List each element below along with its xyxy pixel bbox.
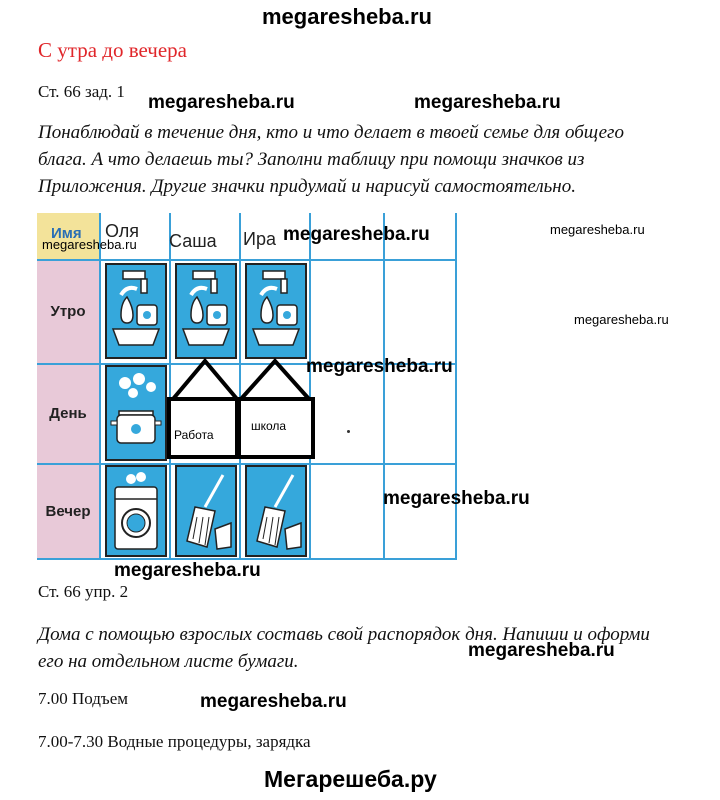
task1-text-line: Приложения. Другие значки придумай и нарисуй самостоятельно. xyxy=(38,176,576,197)
name-ira: Ира xyxy=(243,229,276,249)
watermark-inline: megaresheba.ru xyxy=(200,691,347,712)
schedule-item: 7.00-7.30 Водные процедуры, зарядка xyxy=(38,732,311,751)
house-school-icon xyxy=(237,353,317,461)
watermark-bottom: Мегарешеба.ру xyxy=(264,766,437,792)
watermark-inline: megaresheba.ru xyxy=(306,356,453,377)
name-sasha: Саша xyxy=(169,231,217,251)
watermark-inline: megaresheba.ru xyxy=(574,312,669,327)
house-label-work: Работа xyxy=(174,428,214,442)
watermark-inline: megaresheba.ru xyxy=(550,222,645,237)
broom-icon xyxy=(175,465,237,557)
task1-text-line: Понаблюдай в течение дня, кто и что делает в твоей семье для общего xyxy=(38,122,624,143)
washing-icon xyxy=(105,263,167,359)
washing-machine-icon xyxy=(105,465,167,557)
task2-text-line: его на отдельном листе бумаги. xyxy=(38,651,299,672)
task2-ref: Ст. 66 упр. 2 xyxy=(38,582,129,601)
watermark-inline: megaresheba.ru xyxy=(468,640,615,661)
watermark-top: megaresheba.ru xyxy=(262,4,432,29)
header-label: Имя xyxy=(51,225,82,242)
watermark-inline: megaresheba.ru xyxy=(383,488,530,509)
watermark-inline: megaresheba.ru xyxy=(42,237,137,252)
task1-ref: Ст. 66 зад. 1 xyxy=(38,82,125,101)
row-label-day: День xyxy=(49,404,87,422)
row-label-evening: Вечер xyxy=(45,502,91,520)
page-title: С утра до вечера xyxy=(38,38,187,62)
watermark-inline: megaresheba.ru xyxy=(148,92,295,113)
watermark-inline: megaresheba.ru xyxy=(114,560,261,581)
house-label-school: школа xyxy=(251,419,287,433)
task1-text-line: блага. А что делаешь ты? Заполни таблицу при помощи значков из xyxy=(38,149,585,170)
watermark-inline: megaresheba.ru xyxy=(283,224,430,245)
washing-icon xyxy=(245,263,307,359)
cooking-icon xyxy=(105,365,167,461)
task2-text-line: Дома с помощью взрослых составь свой распорядок дня. Напиши и оформи xyxy=(38,624,650,645)
name-olya: Оля xyxy=(105,221,140,241)
row-label-morning: Утро xyxy=(50,302,86,320)
schedule-item: 7.00 Подъем xyxy=(38,689,129,708)
watermark-inline: megaresheba.ru xyxy=(414,92,561,113)
washing-icon xyxy=(175,263,237,359)
broom-icon xyxy=(245,465,307,557)
